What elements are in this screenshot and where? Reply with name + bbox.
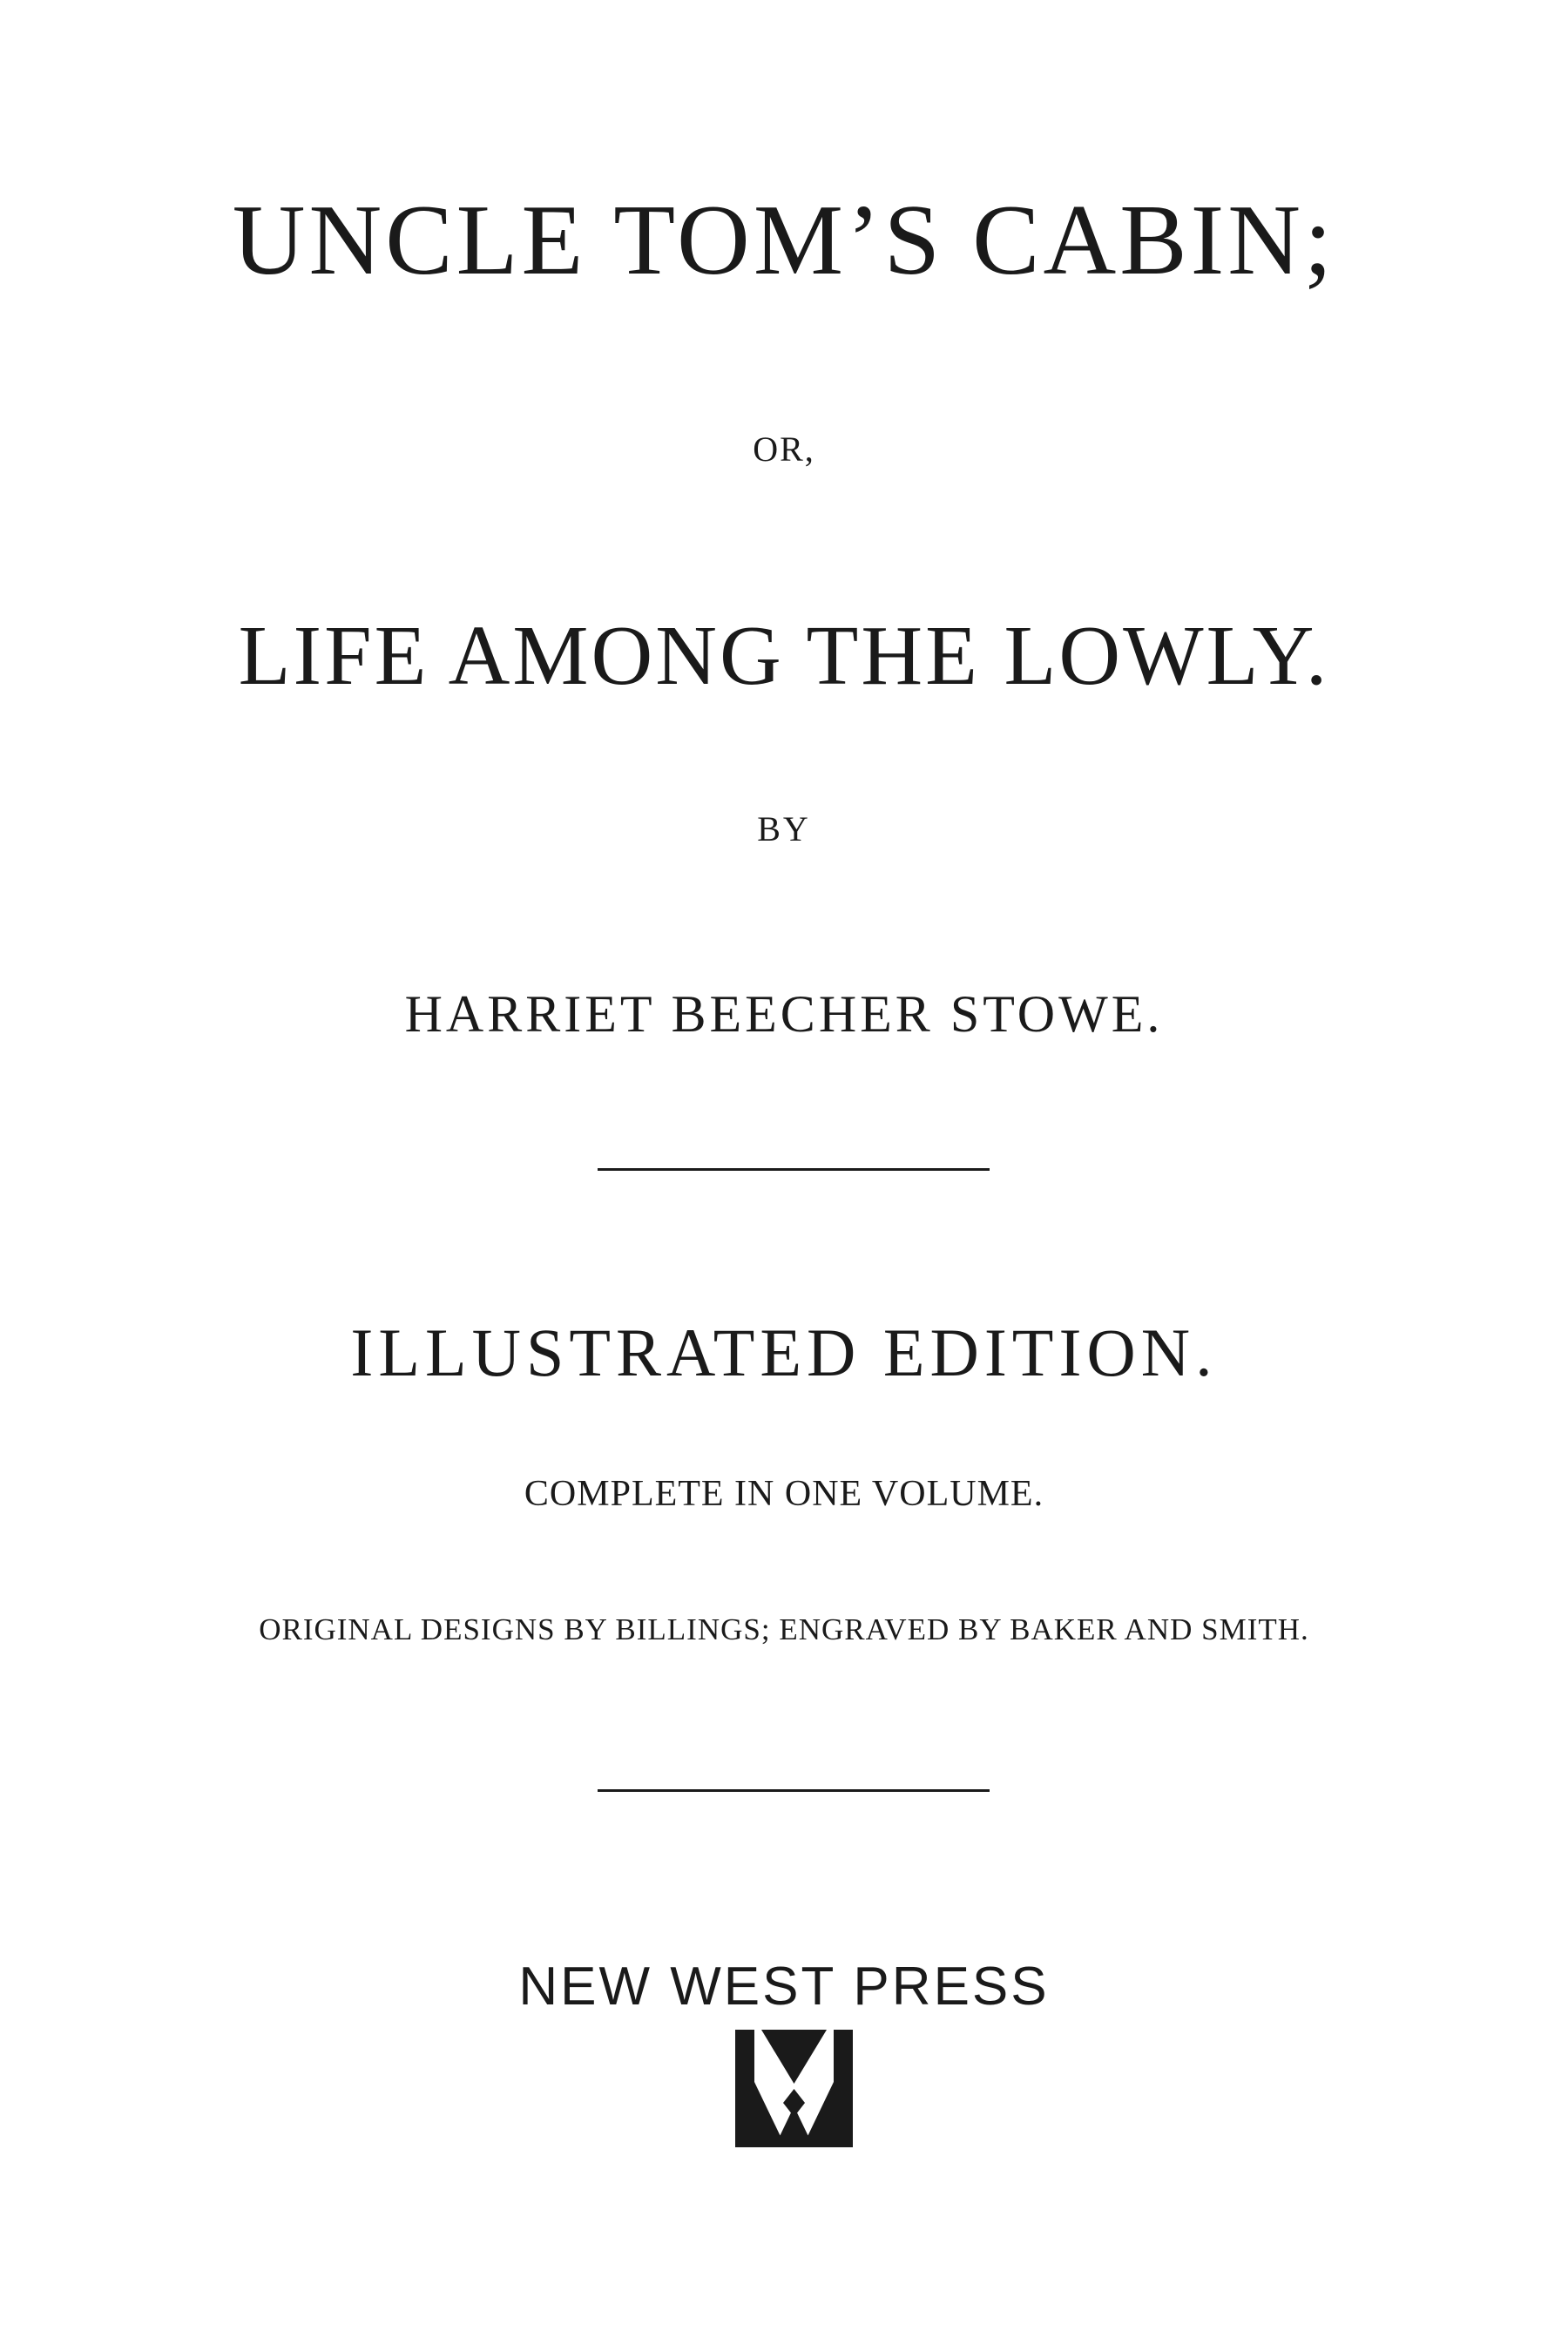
designs-note: ORIGINAL DESIGNS BY BILLINGS; ENGRAVED BY BAKER AND SMITH.	[259, 1612, 1309, 1646]
divider-rule	[598, 1789, 990, 1792]
author-name: HARRIET BEECHER STOWE.	[404, 985, 1164, 1043]
book-subtitle: LIFE AMONG THE LOWLY.	[238, 609, 1330, 703]
divider-rule	[598, 1168, 990, 1171]
new-west-press-logo-icon	[735, 2030, 853, 2147]
book-title: UNCLE TOM’S CABIN;	[232, 185, 1336, 296]
publisher-name: NEW WEST PRESS	[518, 1957, 1050, 2017]
edition-label: ILLUSTRATED EDITION.	[350, 1315, 1218, 1390]
volume-note: COMPLETE IN ONE VOLUME.	[524, 1474, 1044, 1514]
by-line: BY	[757, 809, 811, 848]
title-conjunction: OR,	[753, 429, 815, 469]
